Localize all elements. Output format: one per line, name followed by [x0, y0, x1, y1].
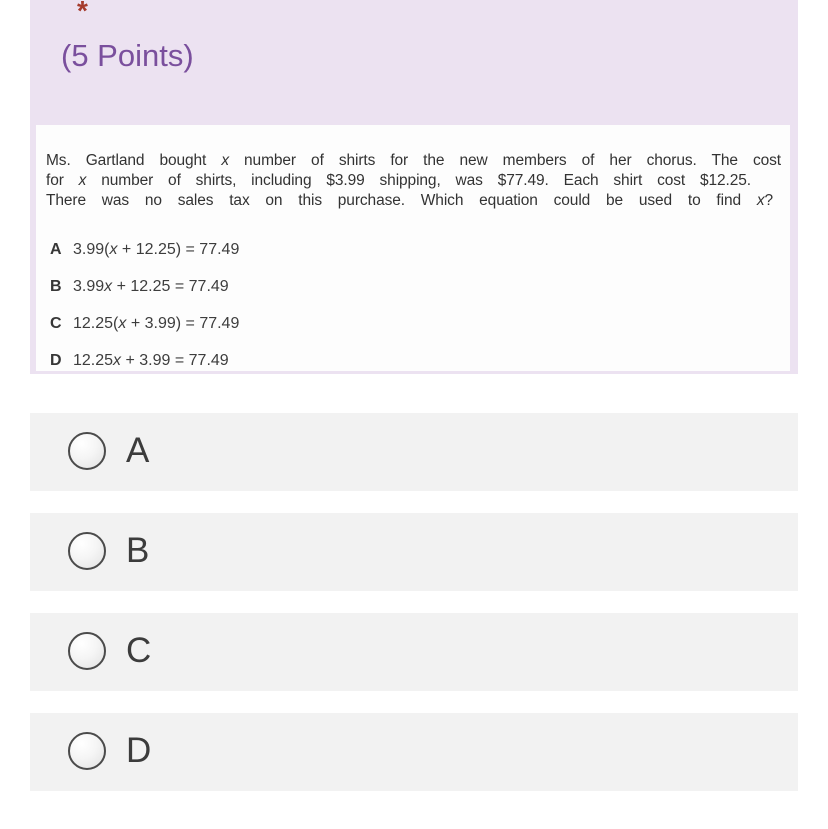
radio-button-d[interactable]	[68, 732, 106, 770]
question-image	[36, 125, 790, 371]
answer-option-a[interactable]	[30, 413, 798, 491]
question-text-line-3: There was no sales tax on this purchase. Which equation could be used to find x?	[46, 192, 773, 209]
choice-equation-d: 12.25x + 3.99 = 77.49	[73, 352, 229, 369]
question-text	[46, 151, 781, 211]
question-text-line-1: Ms. Gartland bought x number of shirts for the new members of her chorus. The cost	[46, 152, 781, 169]
choice-letter-a: A	[50, 241, 62, 258]
answer-option-label-d: D	[126, 731, 152, 771]
points-label: (5 Points)	[61, 38, 194, 73]
answer-option-c[interactable]	[30, 613, 798, 691]
radio-button-a[interactable]	[68, 432, 106, 470]
required-asterisk: *	[77, 0, 88, 26]
radio-button-b[interactable]	[68, 532, 106, 570]
answer-option-label-b: B	[126, 531, 150, 571]
choice-letter-d: D	[50, 352, 62, 369]
choice-equation-a: 3.99(x + 12.25) = 77.49	[73, 241, 240, 258]
answer-option-label-a: A	[126, 431, 150, 471]
choice-letter-b: B	[50, 278, 62, 295]
question-choice-list	[50, 241, 239, 371]
question-panel	[30, 0, 798, 374]
question-text-line-2: for x number of shirts, including $3.99 shipping, was $77.49. Each shirt cost $12.25.	[46, 172, 751, 189]
answer-option-b[interactable]	[30, 513, 798, 591]
choice-equation-b: 3.99x + 12.25 = 77.49	[73, 278, 229, 295]
choice-line-a	[50, 241, 239, 260]
choice-equation-c: 12.25(x + 3.99) = 77.49	[73, 315, 240, 332]
choice-line-c	[50, 315, 239, 334]
choice-line-b	[50, 278, 239, 297]
answer-option-label-c: C	[126, 631, 152, 671]
choice-letter-c: C	[50, 315, 62, 332]
choice-line-d	[50, 352, 239, 371]
radio-button-c[interactable]	[68, 632, 106, 670]
answer-option-d[interactable]	[30, 713, 798, 791]
